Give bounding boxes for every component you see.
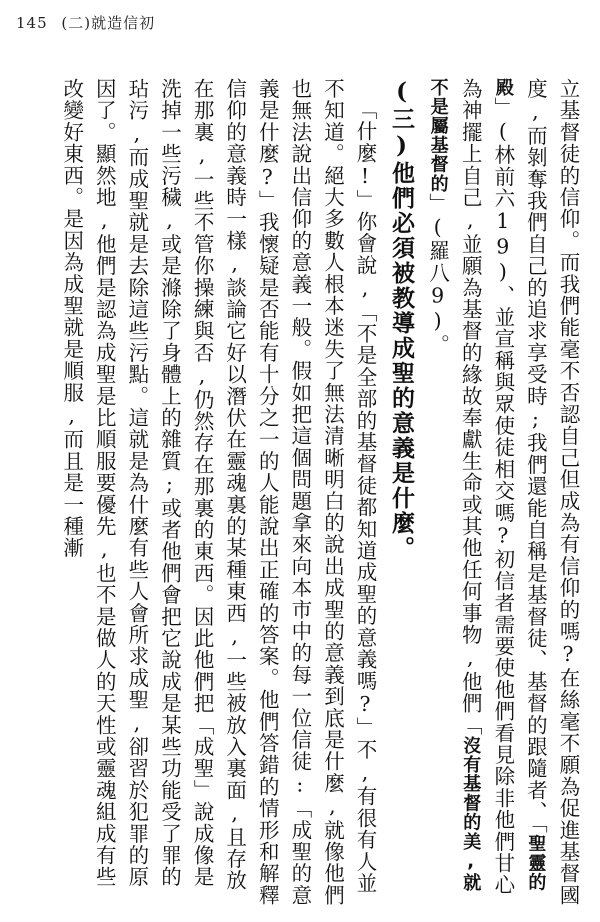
chapter-title: (二)就造信初 xyxy=(61,14,156,32)
paragraph-continuation xyxy=(421,78,584,908)
section-heading: (三)他們必須被教導成聖的意義是什麼。 xyxy=(388,78,416,561)
emphasis-quote: 沒有基督的美,就不是屬基督的 xyxy=(427,78,482,893)
emphasis-temple: 聖靈的殿 xyxy=(492,78,547,892)
running-header xyxy=(16,12,155,33)
para1-text-3: 」(羅八9)。 xyxy=(425,193,450,356)
vertical-text-body xyxy=(12,78,584,908)
page-number: 145 xyxy=(16,14,48,32)
paragraph-sanctification: 「什麼!」你會說,「不是全部的基督徒都知道成聖的意義嗎?」不,有很有人並不知道。絕大多數人根本迷失了無法清晰明白的說出成聖的意義到底是什麼,就像他們也無法說出信仰的意義一般。假如把這個問題拿來向本市中的每一位信徒:「成聖的意義是什麼?」我懷疑是否能有十分之一的人能說出正確的答案。他們答錯的情形和解釋信仰的意義時一樣,談論它好以潛伏在靈魂裏的某種東西,一些被放入裏面,且存放在那裏,一些不管你操練與否,仍然存在那裏的東西。因此他們把「成聖」說成像是洗掉一些污穢,或是滌除了身體上的雜質;或者他們會把它說成是某些功能受了罪的玷污,而成聖就是去除這些污點。這就是為什麼有些人會所求成聖,卻習於犯罪的原因了。顯然地,他們是認為成聖是比順服要優先,也不是做人的天性或靈魂組成有些改變好東西。是因為成聖就是順服,而且是一種漸 xyxy=(59,78,378,907)
para1-text-2: 」(林前六19)、並宣稱與眾使徒相交嗎?初信者需要使他們看見除非他們甘心為神擺上自己,並願為基督的緣故奉獻生命或其他任何事物,他們「 xyxy=(458,78,515,896)
para1-text-1: 立基督徒的信仰。而我們能毫不否認自己但成為有信仰的嗎?在絲毫不願為促進基督國度,而剝奪我們自己的追求享受時;我們還能自稱是基督徒、基督的跟隨者、「 xyxy=(523,78,580,907)
